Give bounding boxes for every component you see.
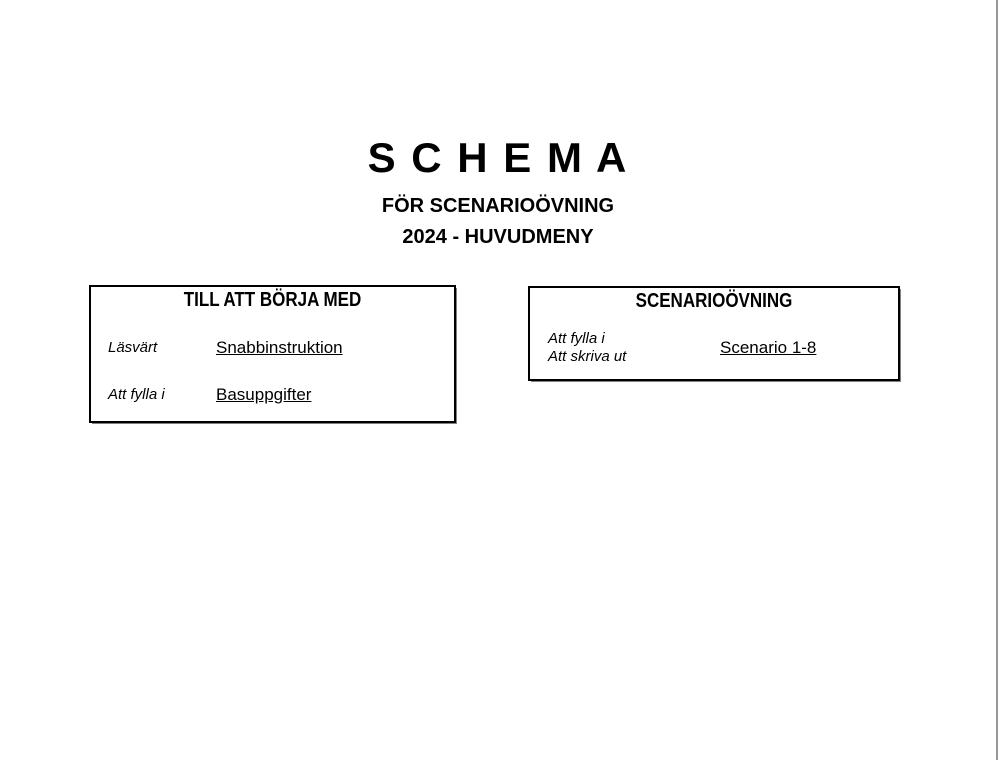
page-title: S C H E M A (367, 134, 629, 181)
page-menu-line: 2024 - HUVUDMENY (402, 226, 594, 248)
link-basuppgifter[interactable]: Basuppgifter (216, 385, 312, 404)
box-scenario-title: SCENARIOÖVNING (635, 290, 793, 312)
page-subtitle: FÖR SCENARIOÖVNING (381, 195, 615, 217)
link-snabbinstruktion[interactable]: Snabbinstruktion (216, 338, 343, 357)
box-start-title: TILL ATT BÖRJA MED (183, 289, 362, 311)
box-scenarioovning (528, 286, 900, 381)
label-att-fylla-i: Att fylla i (108, 386, 165, 403)
box-till-att-borja-med (89, 285, 456, 423)
link-scenario-1-8[interactable]: Scenario 1-8 (720, 338, 817, 357)
page-right-edge-line (996, 0, 998, 760)
label-lasvart: Läsvärt (108, 339, 158, 356)
label-att-fylla-i: Att fylla i (548, 330, 605, 347)
label-att-skriva-ut: Att skriva ut (548, 348, 627, 365)
